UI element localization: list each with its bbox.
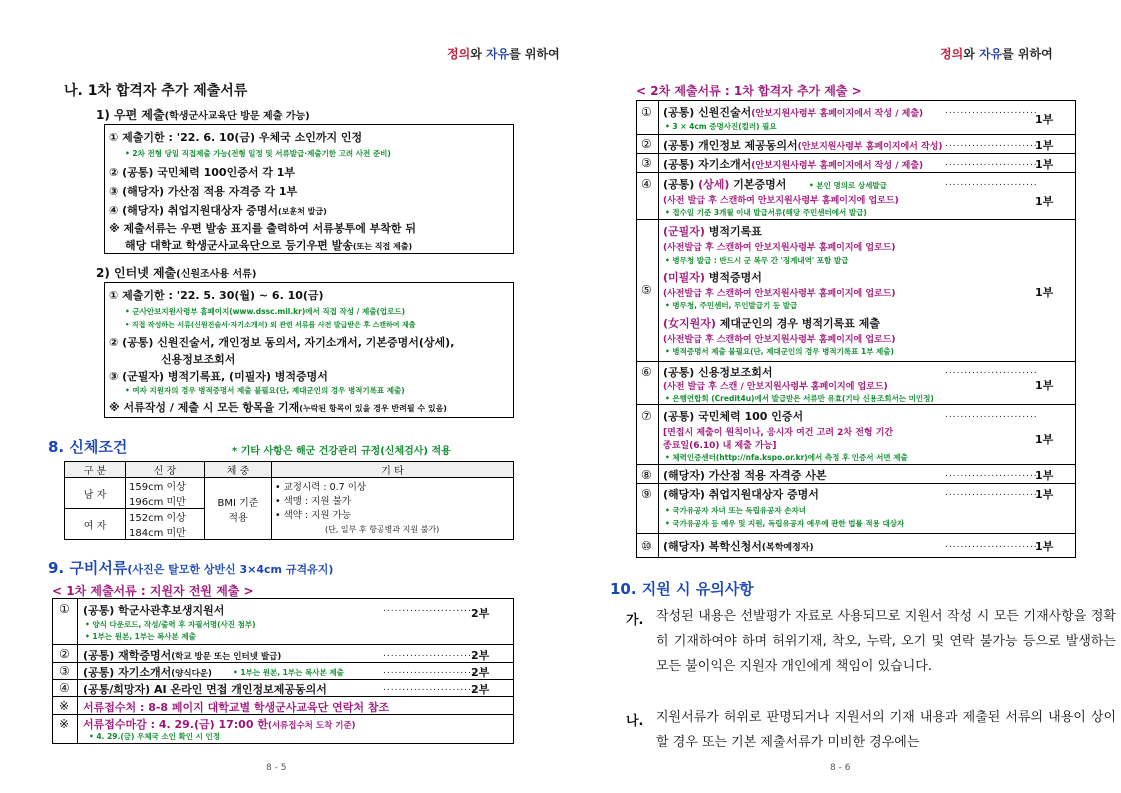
doc2-item-6: (공통) 신용정보조회서	[663, 366, 773, 379]
row-number: ④	[59, 681, 70, 695]
dot-leader: ........................	[945, 106, 1038, 116]
copy-count: 1부	[1035, 286, 1054, 299]
dot-leader: ........................	[945, 488, 1038, 498]
doc-item-1-note-a: • 양식 다운로드, 작성/출력 후 자필서명(사진 첨부)	[85, 620, 256, 629]
mail-box	[104, 124, 514, 254]
mail-subtitle: 1) 우편 제출(학생군사교육단 방문 제출 가능)	[96, 108, 310, 122]
doc2-item-5b: (미필자) 병적증명서	[663, 271, 762, 284]
copy-count: 2부	[471, 649, 490, 662]
row-number: ⑧	[641, 468, 652, 482]
row-number: ⑨	[641, 487, 652, 501]
male-label: 남 자	[65, 478, 126, 509]
dot-leader: ........................	[945, 178, 1038, 188]
row-number: ①	[59, 602, 70, 616]
submission-place: 서류접수처 : 8-8 페이지 대학교별 학생군사교육단 연락처 참조	[83, 701, 390, 714]
copy-count: 1부	[1035, 379, 1054, 392]
doc-item-1-note-b: • 1부는 원본, 1부는 복사본 제출	[85, 632, 196, 641]
doc2-item-1-note: • 3 × 4cm 증명사진(컬러) 필요	[665, 122, 777, 131]
copy-count: 1부	[1035, 488, 1054, 501]
net-item-2b: 신용정보조회서	[161, 353, 236, 366]
doc-item-2: (공통) 재학증명서(학교 방문 또는 인터넷 발급)	[83, 649, 282, 662]
doc2-item-4-note-a: • 본인 명의로 상세발급	[809, 181, 887, 190]
weight-cell: BMI 기준 적용	[205, 478, 272, 540]
net-box	[104, 282, 514, 418]
etc-cell: • 교정시력 : 0.7 이상 • 색맹 : 지원 불가 • 색약 : 지원 가능 (단, 일부 후 항공병과 지원 불가)	[272, 478, 514, 540]
doc2-item-9: (해당자) 취업지원대상자 증명서	[663, 488, 819, 501]
section-8-note: * 기타 사항은 해군 건강관리 규정(신체검사) 적용	[232, 446, 451, 457]
doc2-item-5c-upload: (사전발급 후 스캔하여 안보지원사령부 홈페이지에 업로드)	[663, 335, 896, 345]
table-header: 기 타	[272, 462, 514, 478]
page-number: 8 - 6	[830, 763, 851, 773]
female-label: 여 자	[65, 509, 126, 540]
row-number: ④	[641, 177, 652, 191]
male-height: 159cm 이상 196cm 미만	[126, 478, 205, 509]
mail-item-4: ④ (해당자) 취업지원대상자 증명서(보훈처 발급)	[109, 204, 327, 217]
doc2-item-4: (공통) (상세) 기본증명서	[663, 178, 787, 191]
dot-leader: ........................	[383, 604, 476, 614]
row-number: ※	[59, 717, 70, 731]
net-note-3: • 여자 지원자의 경우 병적증명서 제출 불필요(단, 제대군인의 경우 병적기록표 제출)	[125, 386, 405, 395]
dot-leader: ........................	[383, 666, 476, 676]
section-8-title: 8. 신체조건	[48, 438, 128, 456]
body-condition-table	[64, 461, 514, 540]
net-item-3: ③ (군필자) 병적기록표, (미필자) 병적증명서	[109, 370, 328, 383]
dot-leader: ........................	[383, 683, 476, 693]
doc2-item-4-note-b: • 접수일 기준 3개월 이내 발급서류(해당 주민센터에서 발급)	[665, 208, 867, 217]
doc2-item-8: (해당자) 가산점 적용 자격증 사본	[663, 469, 827, 482]
doc2-item-5a-upload: (사전발급 후 스캔하여 안보지원사령부 홈페이지에 업로드)	[663, 243, 896, 253]
paragraph-label: 가.	[626, 613, 644, 628]
row-number: ⑩	[641, 539, 652, 553]
net-deadline: ① 제출기한 : '22. 5. 30(월) ~ 6. 10(금)	[109, 289, 324, 302]
copy-count: 1부	[1035, 433, 1054, 446]
mail-deadline: ① 제출기한 : '22. 6. 10(금) 우체국 소인까지 인정	[109, 131, 363, 144]
copy-count: 1부	[1035, 469, 1054, 482]
net-item-2: ② (공통) 신원진술서, 개인정보 동의서, 자기소개서, 기본증명서(상세),	[109, 336, 455, 349]
copy-count: 1부	[1035, 139, 1054, 152]
doc-item-1: (공통) 학군사관후보생지원서	[83, 604, 225, 617]
doc-list-2	[636, 100, 1076, 558]
paragraph-2: 지원서류가 허위로 판명되거나 지원서의 기재 내용과 제출된 서류의 내용이 상이할 경우 또는 기본 제출서류가 미비한 경우에는	[656, 710, 1116, 750]
doc2-item-5b-note: • 병무청, 주민센터, 무인발급기 등 발급	[665, 301, 798, 310]
right-page	[560, 0, 1121, 793]
submission-deadline-note: • 4. 29.(금) 우체국 소인 확인 시 인정	[89, 732, 220, 741]
doc2-item-7: (공통) 국민체력 100 인증서	[663, 410, 804, 423]
copy-count: 2부	[471, 683, 490, 696]
row-number: ③	[59, 664, 70, 678]
row-number: ⑤	[641, 283, 652, 297]
doc2-item-10: (해당자) 복학신청서(복학예정자)	[663, 540, 814, 553]
row-number: ②	[59, 647, 70, 661]
copy-count: 1부	[1035, 540, 1054, 553]
submission-deadline: 서류접수마감 : 4. 29.(금) 17:00 한(서류접수처 도착 기준)	[83, 718, 356, 731]
doc2-item-1: (공통) 신원진술서(안보지원사령부 홈페이지에서 작성 / 제출)	[663, 106, 924, 119]
doc2-item-7-note-c: • 체력인증센터(http://nfa.kspo.or.kr)에서 측정 후 인증서 서면 제출	[665, 453, 908, 462]
table-header: 신 장	[126, 462, 205, 478]
doc2-item-9-note-b: • 국가유공자 등 예우 및 지원, 독립유공자 예우에 관한 법률 적용 대상자	[665, 519, 905, 528]
section-9-subtitle: < 1차 제출서류 : 지원자 전원 제출 >	[52, 584, 254, 598]
paragraph-label: 나.	[626, 714, 644, 729]
doc2-item-9-note-a: • 국가유공자 자녀 또는 독립유공자 손자녀	[665, 506, 807, 515]
section-10-title: 10. 지원 시 유의사항	[610, 580, 754, 598]
doc2-item-7-note-b: 종료일(6.10) 내 제출 가능]	[663, 441, 777, 451]
row-number: ⑥	[641, 365, 652, 379]
copy-count: 1부	[1035, 158, 1054, 171]
row-number: ②	[641, 137, 652, 151]
doc2-item-5a-note: • 병무청 발급 : 반드시 군 복무 간 '징계내역' 포함 발급	[665, 256, 849, 265]
doc2-item-7-note-a: [면접시 제출이 원칙이나, 응시자 여건 고려 2차 전형 기간	[663, 428, 894, 438]
mail-item-3: ③ (해당자) 가산점 적용 자격증 각 1부	[109, 185, 298, 198]
page-divider	[560, 0, 561, 793]
row-number: ⑦	[641, 409, 652, 423]
doc2-item-5c-note: • 병적증명서 제출 불필요(단, 제대군인의 경우 병적기록표 1부 제출)	[665, 347, 894, 356]
net-note-2: • 직접 작성하는 서류(신원진술서·자기소개서) 외 관련 서류를 사전 발급받은 후 스캔하여 제출	[125, 321, 416, 329]
dot-leader: ........................	[945, 410, 1038, 420]
doc-item-3-note: • 1부는 원본, 1부는 복사본 제출	[233, 668, 344, 677]
mail-item-2: ② (공통) 국민체력 100인증서 각 1부	[109, 166, 296, 179]
mail-item-5b: 해당 대학교 학생군사교육단으로 등기우편 발송(또는 직접 제출)	[125, 239, 413, 252]
doc2-item-6-note: • 은행연합회 (Credit4u)에서 발급받은 서류만 유효(기타 신용조회서는 미인정)	[665, 394, 934, 403]
dot-leader: ........................	[945, 139, 1038, 149]
header-slogan: 정의와 자유를 위하여	[940, 47, 1053, 61]
table-header: 체 중	[205, 462, 272, 478]
row-number: ③	[641, 156, 652, 170]
doc2-item-6-upload: (사전 발급 후 스캔 / 안보지원사령부 홈페이지에 업로드)	[663, 382, 888, 392]
copy-count: 2부	[471, 607, 490, 620]
copy-count: 2부	[471, 666, 490, 679]
section-title: 나. 1차 합격자 추가 제출서류	[64, 83, 248, 99]
header-slogan: 정의와 자유를 위하여	[447, 47, 560, 61]
page-number: 8 - 5	[266, 763, 287, 773]
copy-count: 1부	[1035, 113, 1054, 126]
table-header: 구 분	[65, 462, 126, 478]
doc-list-1	[52, 598, 514, 744]
female-height: 152cm 이상 184cm 미만	[126, 509, 205, 540]
doc2-item-3: (공통) 자기소개서(안보지원사령부 홈페이지에서 작성 / 제출)	[663, 158, 924, 171]
net-note-1: • 군사안보지원사령부 홈페이지(www.dssc.mil.kr)에서 직접 작성 / 제출(업로드)	[125, 307, 406, 316]
dot-leader: ........................	[945, 158, 1038, 168]
section-9-title: 9. 구비서류(사진은 탈모한 상반신 3×4cm 규격유지)	[48, 559, 334, 577]
net-subtitle: 2) 인터넷 제출(신원조사용 서류)	[96, 266, 257, 280]
dot-leader: ........................	[945, 540, 1038, 550]
row-number: ※	[59, 699, 70, 713]
net-item-4: ※ 서류작성 / 제출 시 모든 항목을 기재(누락된 항목이 있을 경우 반려될 수 있음)	[109, 401, 447, 414]
dot-leader: ........................	[945, 469, 1038, 479]
doc-item-4: (공통/희망자) AI 온라인 면접 개인정보제공동의서	[83, 683, 327, 696]
dot-leader: ........................	[945, 366, 1038, 376]
mail-note: • 2차 전형 당일 직접제출 가능(전형 일정 및 서류발급·제출기한 고려 사전 준비)	[125, 149, 391, 158]
doc2-item-2: (공통) 개인정보 제공동의서(안보지원사령부 홈페이지에서 작성)	[663, 139, 943, 152]
dot-leader: ........................	[383, 649, 476, 659]
left-page	[0, 0, 560, 793]
copy-count: 1부	[1035, 195, 1054, 208]
row-number: ①	[641, 105, 652, 119]
doc2-item-5a: (군필자) 병적기록표	[663, 225, 762, 238]
doc2-item-5b-upload: (사전발급 후 스캔하여 안보지원사령부 홈페이지에 업로드)	[663, 289, 896, 299]
doc2-item-5c: (女지원자) 제대군인의 경우 병적기록표 제출	[663, 317, 881, 330]
mail-item-5: ※ 제출서류는 우편 발송 표지를 출력하여 서류봉투에 부착한 뒤	[109, 222, 416, 235]
paragraph-1: 작성된 내용은 선발평가 자료로 사용되므로 지원서 작성 시 모든 기재사항을 정확히 기재하여야 하며 허위기재, 착오, 누락, 오기 및 연락 불가능 등으로 발생하는 모든 불이익은 지원자 개인에게 책임이 있습니다.	[656, 609, 1116, 674]
second-round-title: < 2차 제출서류 : 1차 합격자 추가 제출 >	[636, 84, 862, 98]
doc2-item-4-upload: (사전 발급 후 스캔하여 안보지원사령부 홈페이지에 업로드)	[663, 196, 899, 206]
doc-item-3: (공통) 자기소개서(양식다운)	[83, 666, 212, 679]
